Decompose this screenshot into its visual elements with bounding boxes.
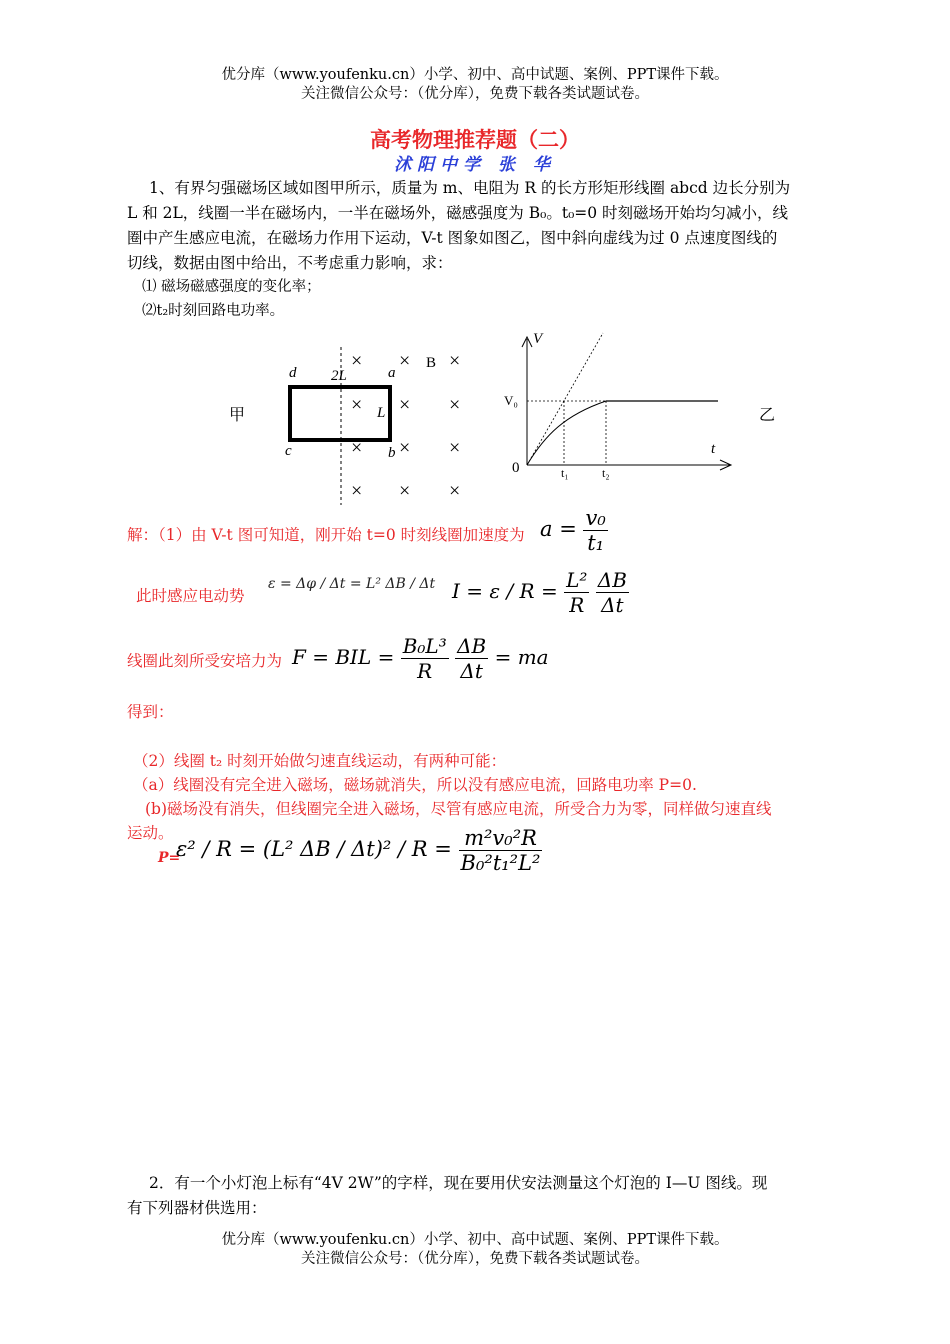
eq1-lhs: a = — [540, 517, 577, 541]
eq2-f1-den: R — [569, 593, 585, 617]
eq3-f1-num: B₀L³ — [402, 634, 447, 658]
eq1-den: t₁ — [587, 531, 605, 555]
field-cross: × — [351, 437, 363, 459]
side-l: L — [377, 405, 386, 421]
eq1-num: v₀ — [585, 506, 606, 530]
corner-a: a — [388, 365, 396, 381]
eq3-f1-den: R — [417, 659, 433, 683]
field-cross: × — [399, 350, 411, 372]
solution-step-6: （a）线圈没有完全进入磁场，磁场就消失，所以没有感应电流，回路电功率 P=0. — [133, 776, 697, 794]
solution-step-5: （2）线圈 t₂ 时刻开始做匀速直线运动，有两种可能： — [133, 752, 507, 770]
v-axis-label: V — [533, 331, 543, 347]
v0-label: V₀ — [504, 393, 518, 408]
eq-power — [176, 826, 542, 875]
eq-acceleration — [540, 506, 608, 555]
q1-line-2: L 和 2L，线圈一半在磁场内，一半在磁场外，磁感强度为 B₀。t₀=0 时刻磁场开始均匀减小，线 — [127, 204, 789, 222]
header-line-1: 优分库（www.youfenku.cn）小学、初中、高中试题、案例、PPT课件下载。 — [221, 67, 729, 83]
corner-d: d — [289, 365, 297, 381]
eq-current — [452, 568, 629, 617]
corner-b: b — [388, 445, 396, 461]
figure — [0, 325, 950, 510]
field-cross: × — [449, 350, 461, 372]
field-cross: × — [351, 480, 363, 502]
t-axis-label: t — [711, 441, 716, 457]
eq3-rhs: = ma — [494, 645, 549, 669]
vt-graph — [522, 333, 731, 470]
eq2-f1-num: L² — [566, 568, 588, 592]
eq2-f2-num: ΔB — [597, 568, 627, 592]
corner-c: c — [285, 443, 292, 459]
magnetic-field-crosses — [351, 350, 460, 502]
figure-left-label: 甲 — [229, 407, 246, 424]
q1-sub-1: ⑴ 磁场磁感强度的变化率； — [142, 279, 321, 295]
field-cross: × — [449, 480, 461, 502]
eq4-den: B₀²t₁²L² — [460, 851, 541, 875]
q2-line-2: 有下列器材供选用： — [127, 1199, 267, 1217]
solution-step-2: 此时感应电动势 — [136, 587, 245, 605]
field-cross: × — [449, 437, 461, 459]
solution-step-3: 线圈此刻所受安培力为 — [127, 652, 283, 670]
side-2l: 2L — [331, 368, 347, 384]
eq2-f2-den: Δt — [601, 593, 624, 617]
field-cross: × — [449, 394, 461, 416]
figure-right-label: 乙 — [759, 407, 776, 424]
author: 沭阳中学 张 华 — [394, 155, 556, 175]
origin-label: 0 — [512, 460, 520, 476]
eq3-f2-den: Δt — [460, 659, 483, 683]
eq3-lhs: F = BIL = — [292, 645, 395, 669]
eq3-f2-num: ΔB — [457, 634, 487, 658]
q1-sub-2: ⑵t₂时刻回路电功率。 — [142, 303, 285, 319]
footer-line-1: 优分库（www.youfenku.cn）小学、初中、高中试题、案例、PPT课件下载。 — [221, 1232, 729, 1248]
page-title: 高考物理推荐题（二） — [370, 127, 580, 152]
field-cross: × — [351, 394, 363, 416]
eq4-lhs: ε² / R = (L² ΔB / Δt)² / R = — [176, 837, 452, 861]
q1-line-4: 切线，数据由图中给出，不考虑重力影响，求： — [127, 254, 453, 272]
q2-line-1: 2．有一个小灯泡上标有“4V 2W”的字样，现在要用伏安法测量这个灯泡的 I—U 图线。现 — [149, 1174, 768, 1192]
eq-emf: ε = Δφ / Δt = L² ΔB / Δt — [268, 576, 436, 592]
field-cross: × — [399, 394, 411, 416]
field-cross: × — [351, 350, 363, 372]
q1-line-3: 圈中产生感应电流，在磁场力作用下运动，V-t 图象如图乙，图中斜向虚线为过 0 点速度图线的 — [127, 229, 778, 247]
eq2-lhs: I = ε / R = — [452, 579, 558, 603]
solution-step-1: 解：（1）由 V-t 图可知道，刚开始 t=0 时刻线圈加速度为 — [127, 526, 525, 544]
field-cross: × — [399, 480, 411, 502]
q1-line-1: 1、有界匀强磁场区域如图甲所示，质量为 m、电阻为 R 的长方形矩形线圈 abcd 边长分别为 — [149, 179, 791, 197]
header-line-2: 关注微信公众号：（优分库），免费下载各类试题试卷。 — [301, 86, 649, 102]
coil-rectangle — [290, 387, 390, 440]
eq-force — [292, 634, 549, 683]
solution-step-7: (b)磁场没有消失，但线圈完全进入磁场，尽管有感应电流，所受合力为零，同样做匀速直线 — [145, 800, 772, 818]
solution-step-8: 运动。 — [127, 824, 174, 842]
t1-label: t₁ — [561, 466, 569, 480]
field-cross: × — [399, 437, 411, 459]
footer-line-2: 关注微信公众号：（优分库），免费下载各类试题试卷。 — [301, 1251, 649, 1267]
t2-label: t₂ — [602, 466, 610, 480]
power-label: P= — [158, 850, 181, 866]
solution-step-4: 得到： — [127, 703, 174, 721]
eq4-num: m²v₀²R — [459, 826, 543, 851]
b-label: B — [426, 355, 437, 371]
